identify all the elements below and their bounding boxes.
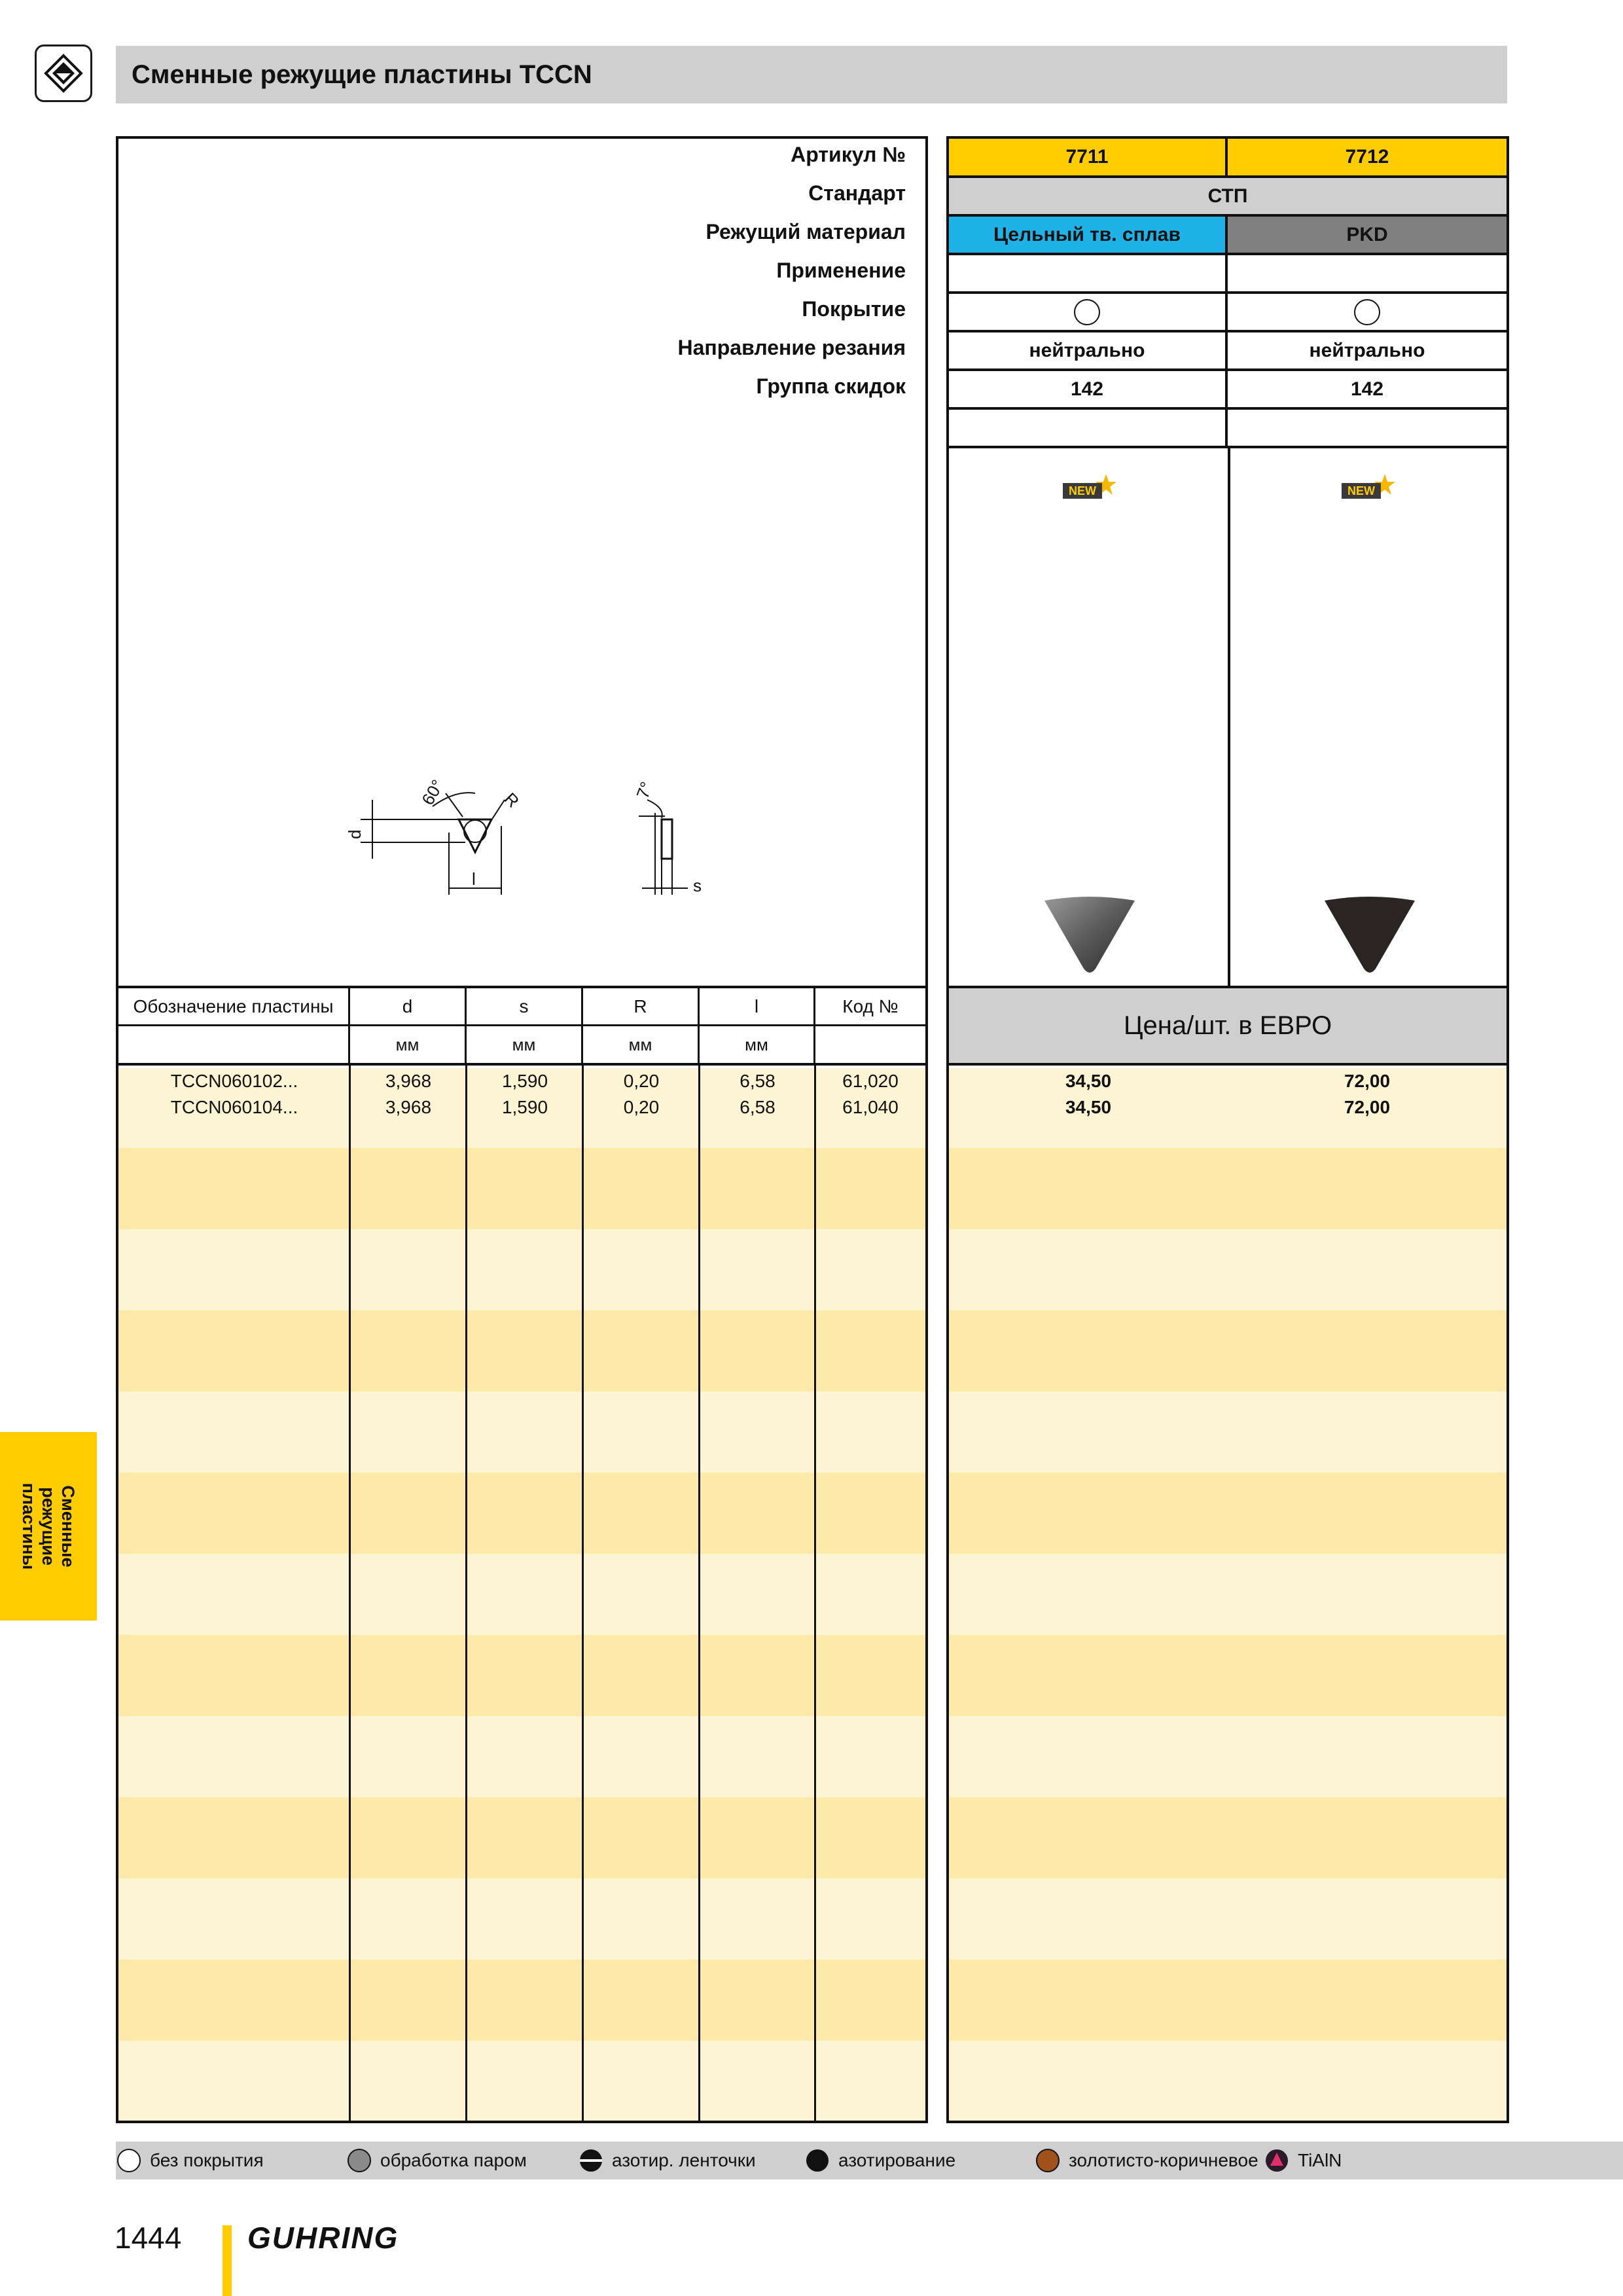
row2-price-7712: 72,00: [1344, 1097, 1391, 1117]
row2-s: 1,590: [501, 1097, 548, 1117]
label-material: Режущий материал: [705, 220, 906, 243]
row1-r: 0,20: [623, 1071, 660, 1091]
material-pkd: PKD: [1228, 217, 1507, 253]
discount-1: 142: [949, 371, 1228, 407]
legend-label: азотирование: [838, 2150, 956, 2170]
row2-code: 61,040: [842, 1097, 899, 1117]
side-tab-line3: пластины: [19, 1482, 39, 1570]
footer-accent-bar: [223, 2225, 232, 2296]
unit-r: мм: [583, 1026, 700, 1066]
logo-icon: [37, 46, 90, 100]
prices-table: [946, 988, 1509, 2123]
tialn-icon: [1264, 2147, 1290, 2174]
row-application: [949, 255, 1507, 294]
column-divider: [1228, 448, 1230, 986]
legend-label: золотисто-коричневое: [1069, 2150, 1258, 2170]
nitriding-icon: [804, 2147, 830, 2174]
properties-panel: [116, 136, 928, 988]
article-7712[interactable]: 7712: [1228, 139, 1507, 175]
uncoated-circle-icon: [1353, 298, 1382, 327]
row-empty: [949, 410, 1507, 448]
direction-1: нейтрально: [949, 332, 1228, 368]
row2-price-7711: 34,50: [1065, 1097, 1112, 1117]
unit-code: [815, 1026, 925, 1066]
row1-price-7712: 72,00: [1344, 1071, 1391, 1091]
label-standard: Стандарт: [808, 181, 906, 205]
pkd-insert-image: [1321, 891, 1419, 977]
legend-uncoated: [116, 2142, 264, 2179]
legend-nitriding: [804, 2142, 955, 2179]
coating-1: [949, 294, 1228, 330]
application-1: [949, 255, 1228, 291]
dim-radius-label: R: [500, 789, 524, 812]
page-number: 1444: [115, 2221, 182, 2255]
row1-d: 3,968: [385, 1071, 432, 1091]
dimensions-table: [116, 988, 928, 2123]
uncoated-circle-icon: [1073, 298, 1101, 327]
nitrided-lands-icon: [578, 2147, 604, 2174]
steam-icon: [346, 2147, 372, 2174]
section-side-tab[interactable]: [0, 1432, 97, 1621]
products-panel: [946, 136, 1509, 988]
coating-legend: [116, 2142, 1623, 2179]
company-logo: [35, 45, 92, 102]
row1-l: 6,58: [740, 1071, 776, 1091]
legend-nitrided-lands: [578, 2142, 756, 2179]
label-discount-group: Группа скидок: [756, 374, 906, 398]
price-header: Цена/шт. в ЕВРО: [949, 988, 1507, 1066]
header-d: d: [350, 988, 467, 1026]
material-carbide: Цельный тв. сплав: [949, 217, 1228, 253]
row1-s: 1,590: [501, 1071, 548, 1091]
side-tab-line2: режущие: [39, 1487, 58, 1566]
svg-text:NEW: NEW: [1069, 484, 1096, 497]
dim-angle-label: 60°: [418, 776, 448, 808]
header-code: Код №: [815, 988, 925, 1026]
label-article: Артикул №: [791, 143, 906, 166]
label-coating: Покрытие: [802, 297, 906, 321]
empty-2: [1228, 410, 1507, 446]
legend-label: без покрытия: [150, 2150, 264, 2170]
row2-r: 0,20: [623, 1097, 660, 1117]
header-l: l: [700, 988, 815, 1026]
row-direction: [949, 332, 1507, 371]
row1-code: 61,020: [842, 1071, 899, 1091]
article-7711[interactable]: 7711: [949, 139, 1228, 175]
dim-l-label: l: [472, 869, 476, 889]
title-bar: [116, 46, 1507, 103]
application-2: [1228, 255, 1507, 291]
gold-brown-icon: [1035, 2147, 1061, 2174]
dim-clearance-label: 7°: [632, 779, 657, 802]
svg-text:NEW: NEW: [1347, 484, 1375, 497]
new-badge-icon: [1339, 473, 1398, 505]
label-cutting-direction: Направление резания: [677, 336, 906, 359]
legend-steam: [346, 2142, 527, 2179]
unit-designation: [118, 1026, 350, 1066]
circle-outline-icon: [116, 2147, 142, 2174]
technical-drawing: [334, 754, 832, 924]
row2-l: 6,58: [740, 1097, 776, 1117]
unit-d: мм: [350, 1026, 467, 1066]
legend-label: азотир. ленточки: [612, 2150, 756, 2170]
new-badge-icon: [1060, 473, 1119, 505]
header-r: R: [583, 988, 700, 1026]
header-designation: Обозначение пластины: [118, 988, 350, 1026]
empty-1: [949, 410, 1228, 446]
carbide-insert-image: [1041, 891, 1139, 977]
row-coating: [949, 294, 1507, 332]
standard-value: СТП: [1207, 185, 1248, 207]
brand-logo: GUHRING: [247, 2221, 399, 2255]
legend-label: TiAlN: [1298, 2150, 1342, 2170]
page-title: Сменные режущие пластины TCCN: [132, 60, 592, 89]
side-tab-line1: Сменные: [58, 1485, 78, 1568]
discount-2: 142: [1350, 378, 1384, 400]
row1-price-7711: 34,50: [1065, 1071, 1112, 1091]
row-discount: [949, 371, 1507, 410]
row2-d: 3,968: [385, 1097, 432, 1117]
row-article: [949, 139, 1507, 178]
header-s: s: [467, 988, 583, 1026]
legend-gold-brown: [1035, 2142, 1258, 2179]
unit-s: мм: [467, 1026, 583, 1066]
legend-tialn: [1264, 2142, 1342, 2179]
coating-2: [1228, 294, 1507, 330]
row2-name: TCCN060104...: [170, 1097, 298, 1117]
row1-name: TCCN060102...: [170, 1071, 298, 1091]
dim-d-label: d: [345, 829, 365, 839]
row-standard: [949, 178, 1507, 217]
dim-s-label: s: [693, 876, 702, 895]
legend-label: обработка паром: [380, 2150, 527, 2170]
row-material: [949, 217, 1507, 255]
direction-2: нейтрально: [1309, 339, 1425, 361]
label-application: Применение: [776, 259, 906, 282]
unit-l: мм: [700, 1026, 815, 1066]
